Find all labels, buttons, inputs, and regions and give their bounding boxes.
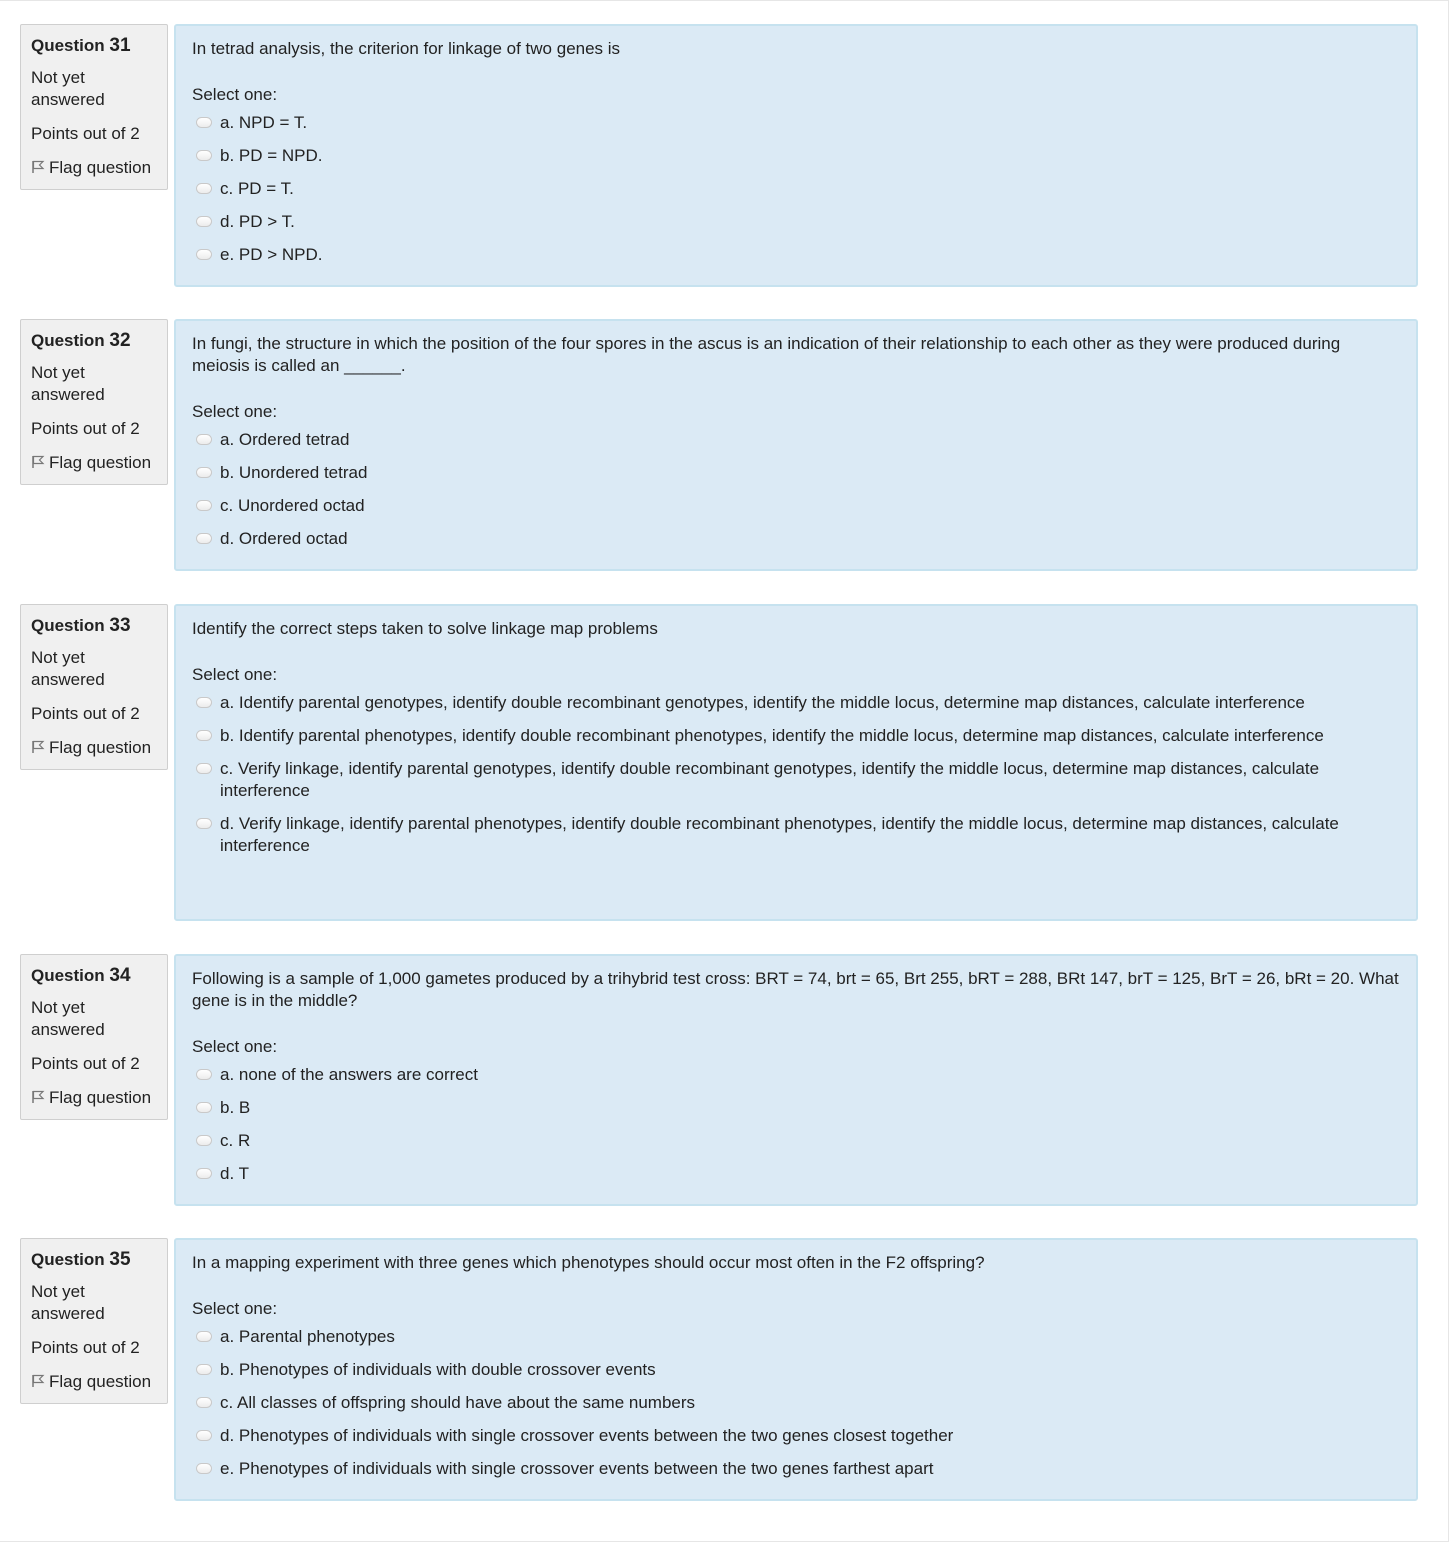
answer-option-d[interactable]: d. T (192, 1163, 1400, 1185)
radio-button[interactable] (196, 500, 212, 511)
flag-question-button[interactable]: Flag question (31, 1087, 157, 1109)
answer-list (192, 429, 1400, 550)
answer-option-c[interactable]: c. Unordered octad (192, 495, 1400, 517)
answer-option-d[interactable]: d. PD > T. (192, 211, 1400, 233)
answer-option-a[interactable]: a. Ordered tetrad (192, 429, 1400, 451)
flag-icon (31, 455, 45, 469)
question-number: Question 31 (31, 35, 131, 56)
radio-button[interactable] (196, 467, 212, 478)
answer-option-c[interactable]: c. PD = T. (192, 178, 1400, 200)
answer-option-b[interactable]: b. Phenotypes of individuals with double crossover events (192, 1359, 1400, 1381)
answer-list (192, 1064, 1400, 1185)
answer-option-c[interactable]: c. Verify linkage, identify parental genotypes, identify double recombinant genotypes, identify the middle locus, determine map distances, calculate interference (192, 758, 1400, 802)
question-text: Identify the correct steps taken to solve linkage map problems (192, 619, 658, 638)
question-info (20, 1238, 168, 1404)
question-text: In tetrad analysis, the criterion for linkage of two genes is (192, 39, 621, 58)
select-one-prompt: Select one: (192, 1299, 278, 1318)
flag-question-button[interactable]: Flag question (31, 157, 157, 179)
flag-icon (31, 740, 45, 754)
question-grade: Points out of 2 (31, 419, 140, 438)
question-text: Following is a sample of 1,000 gametes produced by a trihybrid test cross: BRT = 74, brt = 65, Brt 255, bRT = 288, BRt 147, brT = 125, BrT = 26, bRt = 20. What gene is in the middle? (192, 969, 1399, 1010)
answer-option-b[interactable]: b. PD = NPD. (192, 145, 1400, 167)
question-content (174, 24, 1418, 287)
flag-question-button[interactable]: Flag question (31, 737, 157, 759)
radio-button[interactable] (196, 150, 212, 161)
radio-button[interactable] (196, 533, 212, 544)
radio-button[interactable] (196, 730, 212, 741)
answer-option-c[interactable]: c. All classes of offspring should have about the same numbers (192, 1392, 1400, 1414)
select-one-prompt: Select one: (192, 402, 278, 421)
answer-option-a[interactable]: a. none of the answers are correct (192, 1064, 1400, 1086)
question-content (174, 604, 1418, 921)
radio-button[interactable] (196, 1463, 212, 1474)
select-one-prompt: Select one: (192, 85, 278, 104)
flag-question-button[interactable]: Flag question (31, 1371, 157, 1393)
radio-button[interactable] (196, 1102, 212, 1113)
select-one-prompt: Select one: (192, 1037, 278, 1056)
radio-button[interactable] (196, 1430, 212, 1441)
flag-icon (31, 160, 45, 174)
question-state: Not yet answered (31, 68, 105, 109)
radio-button[interactable] (196, 818, 212, 829)
answer-option-e[interactable]: e. PD > NPD. (192, 244, 1400, 266)
answer-list (192, 1326, 1400, 1480)
radio-button[interactable] (196, 434, 212, 445)
answer-option-b[interactable]: b. Unordered tetrad (192, 462, 1400, 484)
radio-button[interactable] (196, 1069, 212, 1080)
question-number: Question 33 (31, 615, 131, 636)
question-number: Question 34 (31, 965, 131, 986)
radio-button[interactable] (196, 697, 212, 708)
answer-list (192, 112, 1400, 266)
question-number: Question 32 (31, 330, 131, 351)
answer-option-d[interactable]: d. Ordered octad (192, 528, 1400, 550)
question-state: Not yet answered (31, 998, 105, 1039)
question-grade: Points out of 2 (31, 124, 140, 143)
question-content (174, 319, 1418, 571)
answer-option-a[interactable]: a. Parental phenotypes (192, 1326, 1400, 1348)
question-text: In fungi, the structure in which the position of the four spores in the ascus is an indication of their relationship to each other as they were produced during meiosis is called an ______. (192, 334, 1341, 375)
answer-list (192, 692, 1400, 857)
radio-button[interactable] (196, 763, 212, 774)
question-state: Not yet answered (31, 363, 105, 404)
radio-button[interactable] (196, 1364, 212, 1375)
question-text: In a mapping experiment with three genes which phenotypes should occur most often in the F2 offspring? (192, 1253, 985, 1272)
question-content (174, 954, 1418, 1206)
radio-button[interactable] (196, 117, 212, 128)
question-info (20, 954, 168, 1120)
flag-icon (31, 1374, 45, 1388)
select-one-prompt: Select one: (192, 665, 278, 684)
answer-option-e[interactable]: e. Phenotypes of individuals with single crossover events between the two genes farthest apart (192, 1458, 1400, 1480)
answer-option-b[interactable]: b. B (192, 1097, 1400, 1119)
radio-button[interactable] (196, 1135, 212, 1146)
radio-button[interactable] (196, 1168, 212, 1179)
question-info (20, 604, 168, 770)
question-number: Question 35 (31, 1249, 131, 1270)
radio-button[interactable] (196, 216, 212, 227)
question-info (20, 319, 168, 485)
flag-icon (31, 1090, 45, 1104)
flag-question-button[interactable]: Flag question (31, 452, 157, 474)
question-state: Not yet answered (31, 1282, 105, 1323)
radio-button[interactable] (196, 183, 212, 194)
question-state: Not yet answered (31, 648, 105, 689)
answer-option-a[interactable]: a. NPD = T. (192, 112, 1400, 134)
radio-button[interactable] (196, 1397, 212, 1408)
question-grade: Points out of 2 (31, 1054, 140, 1073)
question-info (20, 24, 168, 190)
answer-option-c[interactable]: c. R (192, 1130, 1400, 1152)
question-content (174, 1238, 1418, 1501)
answer-option-a[interactable]: a. Identify parental genotypes, identify double recombinant genotypes, identify the middle locus, determine map distances, calculate interference (192, 692, 1400, 714)
question-grade: Points out of 2 (31, 704, 140, 723)
question-grade: Points out of 2 (31, 1338, 140, 1357)
answer-option-d[interactable]: d. Phenotypes of individuals with single crossover events between the two genes closest together (192, 1425, 1400, 1447)
answer-option-d[interactable]: d. Verify linkage, identify parental phenotypes, identify double recombinant phenotypes, identify the middle locus, determine map distances, calculate interference (192, 813, 1400, 857)
radio-button[interactable] (196, 1331, 212, 1342)
radio-button[interactable] (196, 249, 212, 260)
answer-option-b[interactable]: b. Identify parental phenotypes, identify double recombinant phenotypes, identify the middle locus, determine map distances, calculate interference (192, 725, 1400, 747)
